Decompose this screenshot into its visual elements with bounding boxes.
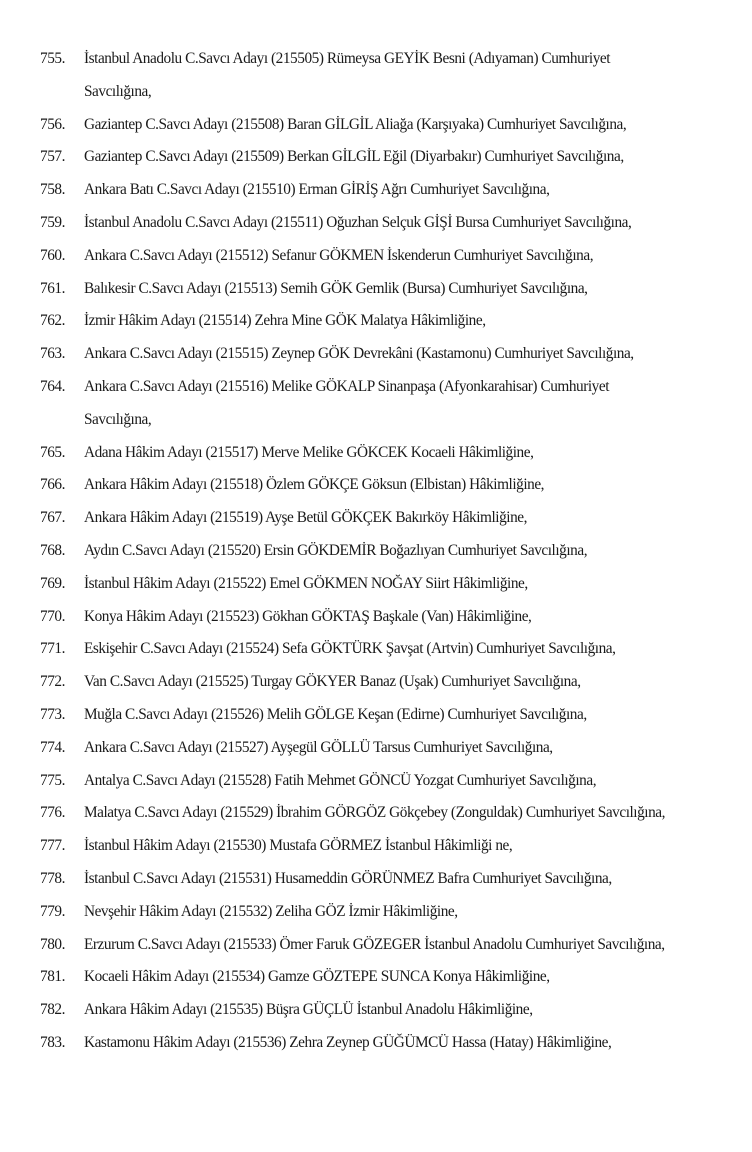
list-item [40,109,730,142]
item-number: 763. [40,345,65,363]
list-item [40,765,730,798]
item-number: 761. [40,279,65,297]
list-item [40,207,730,240]
item-number: 768. [40,541,65,559]
list-item [40,732,730,765]
item-text: Ankara C.Savcı Adayı (215515) Zeynep GÖK Devrekâni (Kastamonu) Cumhuriyet Savcılığına, [84,345,634,363]
item-text: İstanbul Anadolu C.Savcı Adayı (215505) Rümeysa GEYİK Besni (Adıyaman) Cumhuriyet Savcılığına, [84,50,611,100]
item-text: İzmir Hâkim Adayı (215514) Zehra Mine GÖK Malatya Hâkimliğine, [84,312,486,330]
item-number: 756. [40,115,65,133]
item-number: 757. [40,148,65,166]
list-item [40,666,730,699]
list-item [40,437,730,470]
item-number: 770. [40,607,65,625]
appointment-list [40,43,730,1060]
item-number: 779. [40,902,65,920]
item-number: 783. [40,1033,65,1051]
list-item [40,273,730,306]
item-text: Van C.Savcı Adayı (215525) Turgay GÖKYER Banaz (Uşak) Cumhuriyet Savcılığına, [84,673,581,691]
item-text: İstanbul Hâkim Adayı (215530) Mustafa GÖRMEZ İstanbul Hâkimliği ne, [84,837,513,855]
item-text: Ankara Hâkim Adayı (215518) Özlem GÖKÇE Göksun (Elbistan) Hâkimliğine, [84,476,545,494]
list-item [40,371,730,437]
list-item [40,240,730,273]
item-number: 773. [40,705,65,723]
item-text: Balıkesir C.Savcı Adayı (215513) Semih GÖK Gemlik (Bursa) Cumhuriyet Savcılığına, [84,279,588,297]
item-text: Malatya C.Savcı Adayı (215529) İbrahim GÖRGÖZ Gökçebey (Zonguldak) Cumhuriyet Savcılığına, [84,804,666,822]
list-item [40,797,730,830]
item-text: Ankara Hâkim Adayı (215519) Ayşe Betül GÖKÇEK Bakırköy Hâkimliğine, [84,509,527,527]
item-number: 767. [40,509,65,527]
item-text: Ankara C.Savcı Adayı (215512) Sefanur GÖKMEN İskenderun Cumhuriyet Savcılığına, [84,246,594,264]
item-text: Erzurum C.Savcı Adayı (215533) Ömer Faruk GÖZEGER İstanbul Anadolu Cumhuriyet Savcılığına, [84,935,665,953]
item-text: Nevşehir Hâkim Adayı (215532) Zeliha GÖZ İzmir Hâkimliğine, [84,902,458,920]
list-item [40,338,730,371]
list-item [40,174,730,207]
item-text: Gaziantep C.Savcı Adayı (215508) Baran GİLGİL Aliağa (Karşıyaka) Cumhuriyet Savcılığına, [84,115,627,133]
item-text: Eskişehir C.Savcı Adayı (215524) Sefa GÖKTÜRK Şavşat (Artvin) Cumhuriyet Savcılığına, [84,640,616,658]
list-item [40,568,730,601]
item-number: 760. [40,246,65,264]
item-text: Ankara Hâkim Adayı (215535) Büşra GÜÇLÜ İstanbul Anadolu Hâkimliğine, [84,1001,533,1019]
list-item [40,929,730,962]
item-text: Aydın C.Savcı Adayı (215520) Ersin GÖKDEMİR Boğazlıyan Cumhuriyet Savcılığına, [84,541,588,559]
list-item [40,535,730,568]
list-item [40,699,730,732]
item-number: 755. [40,50,65,67]
item-text: Ankara C.Savcı Adayı (215527) Ayşegül GÖLLÜ Tarsus Cumhuriyet Savcılığına, [84,738,553,756]
list-item [40,601,730,634]
item-number: 769. [40,574,65,592]
list-item [40,896,730,929]
item-number: 776. [40,804,65,822]
item-number: 759. [40,213,65,231]
item-number: 781. [40,968,65,986]
item-number: 764. [40,377,65,395]
list-item [40,469,730,502]
list-item [40,633,730,666]
item-text: Ankara C.Savcı Adayı (215516) Melike GÖKALP Sinanpaşa (Afyonkarahisar) Cumhuriyet Savcılığına, [84,377,610,428]
item-text: Ankara Batı C.Savcı Adayı (215510) Erman GİRİŞ Ağrı Cumhuriyet Savcılığına, [84,181,550,199]
list-item [40,863,730,896]
item-text: Konya Hâkim Adayı (215523) Gökhan GÖKTAŞ Başkale (Van) Hâkimliğine, [84,607,532,625]
list-item [40,502,730,535]
list-item [40,305,730,338]
item-number: 765. [40,443,65,461]
item-number: 774. [40,738,65,756]
list-item [40,830,730,863]
item-text: İstanbul C.Savcı Adayı (215531) Husameddin GÖRÜNMEZ Bafra Cumhuriyet Savcılığına, [84,869,612,887]
item-number: 771. [40,640,65,658]
list-item [40,43,730,109]
item-text: Kocaeli Hâkim Adayı (215534) Gamze GÖZTEPE SUNCA Konya Hâkimliğine, [84,968,550,986]
item-number: 780. [40,935,65,953]
item-text: İstanbul Hâkim Adayı (215522) Emel GÖKMEN NOĞAY Siirt Hâkimliğine, [84,574,528,592]
item-number: 777. [40,837,65,855]
item-number: 772. [40,673,65,691]
list-item [40,141,730,174]
item-text: Kastamonu Hâkim Adayı (215536) Zehra Zeynep GÜĞÜMCÜ Hassa (Hatay) Hâkimliğine, [84,1033,612,1051]
item-number: 778. [40,869,65,887]
list-item [40,961,730,994]
item-text: Gaziantep C.Savcı Adayı (215509) Berkan GİLGİL Eğil (Diyarbakır) Cumhuriyet Savcılığına, [84,148,624,166]
item-number: 762. [40,312,65,330]
item-number: 782. [40,1001,65,1019]
item-text: Adana Hâkim Adayı (215517) Merve Melike GÖKCEK Kocaeli Hâkimliğine, [84,443,534,461]
list-item [40,1027,730,1060]
item-text: Muğla C.Savcı Adayı (215526) Melih GÖLGE Keşan (Edirne) Cumhuriyet Savcılığına, [84,705,587,723]
item-text: İstanbul Anadolu C.Savcı Adayı (215511) Oğuzhan Selçuk GİŞİ Bursa Cumhuriyet Savcılığına, [84,213,632,231]
item-number: 758. [40,181,65,199]
list-item [40,994,730,1027]
item-text: Antalya C.Savcı Adayı (215528) Fatih Mehmet GÖNCÜ Yozgat Cumhuriyet Savcılığına, [84,771,597,789]
item-number: 766. [40,476,65,494]
item-number: 775. [40,771,65,789]
